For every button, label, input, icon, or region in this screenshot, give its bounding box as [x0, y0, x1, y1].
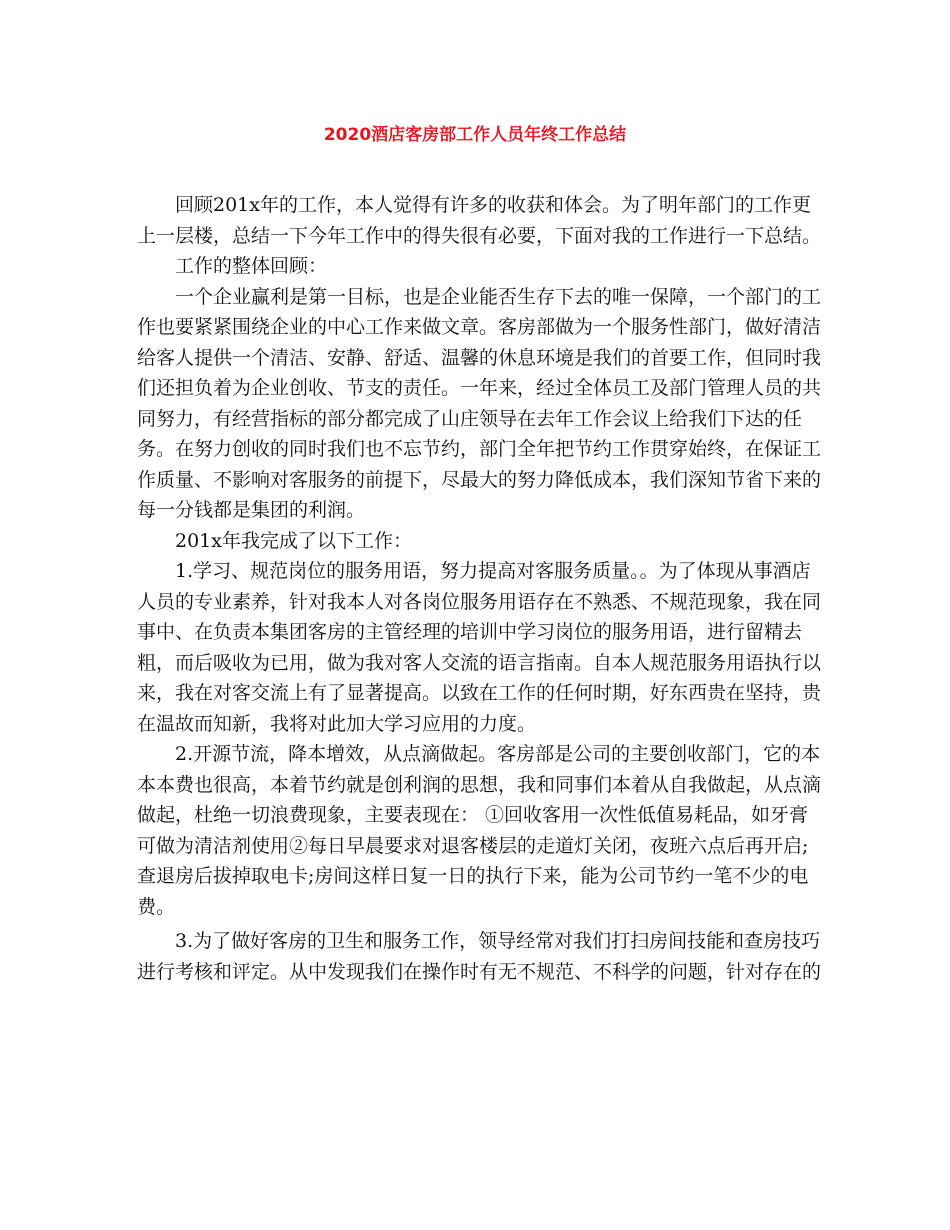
- document-body: [137, 190, 827, 987]
- paragraph-overview-heading: 工作的整体回顾：: [175, 255, 328, 277]
- paragraph-item-3: 3.为了做好客房的卫生和服务工作，领导经常对我们打扫房间技能和查房技巧进行考核和评定。从中发现我们在操作时有无不规范、不科学的问题，针对存在的: [137, 930, 822, 983]
- document-title: 2020酒店客房部工作人员年终工作总结: [323, 125, 627, 145]
- paragraph-intro: 回顾201x年的工作，本人觉得有许多的收获和体会。为了明年部门的工作更上一层楼，总结一下今年工作中的得失很有必要，下面对我的工作进行一下总结。: [137, 194, 822, 247]
- paragraph-item-2: 2.开源节流，降本增效，从点滴做起。客房部是公司的主要创收部门，它的本本本费也很高，本着节约就是创利润的思想，我和同事们本着从自我做起，从点滴做起，杜绝一切浪费现象，主要表现在： ①回收客用一次性低值易耗品，如牙膏可做为清洁剂使用②每日早晨要求对退客楼层的走道灯关闭，夜班六点后再开启;查退房后拔掉取电卡;房间这样日复一日的执行下来，能为公司节约一笔不少的电费。: [137, 743, 822, 918]
- paragraph-item-1: 1.学习、规范岗位的服务用语，努力提高对客服务质量。。为了体现从事酒店人员的专业素养，针对我本人对各岗位服务用语存在不熟悉、不规范现象，我在同事中、在负责本集团客房的主管经理的培训中学习岗位的服务用语，进行留精去粗，而后吸收为已用，做为我对客人交流的语言指南。自本人规范服务用语执行以来，我在对客交流上有了显著提高。以致在工作的任何时期，好东西贵在坚持，贵在温故而知新，我将对此加大学习应用的力度。: [137, 560, 822, 735]
- paragraph-overview: 一个企业赢利是第一目标，也是企业能否生存下去的唯一保障，一个部门的工作也要紧紧围绕企业的中心工作来做文章。客房部做为一个服务性部门，做好清洁给客人提供一个清洁、安静、舒适、温馨的休息环境是我们的首要工作，但同时我们还担负着为企业创收、节支的责任。一年来，经过全体员工及部门管理人员的共同努力，有经营指标的部分都完成了山庄领导在去年工作会议上给我们下达的任务。在努力创收的同时我们也不忘节约，部门全年把节约工作贯穿始终，在保证工作质量、不影响对客服务的前提下，尽最大的努力降低成本，我们深知节省下来的每一分钱都是集团的利润。: [137, 285, 822, 521]
- paragraph-tasks-heading: 201x年我完成了以下工作：: [175, 529, 412, 552]
